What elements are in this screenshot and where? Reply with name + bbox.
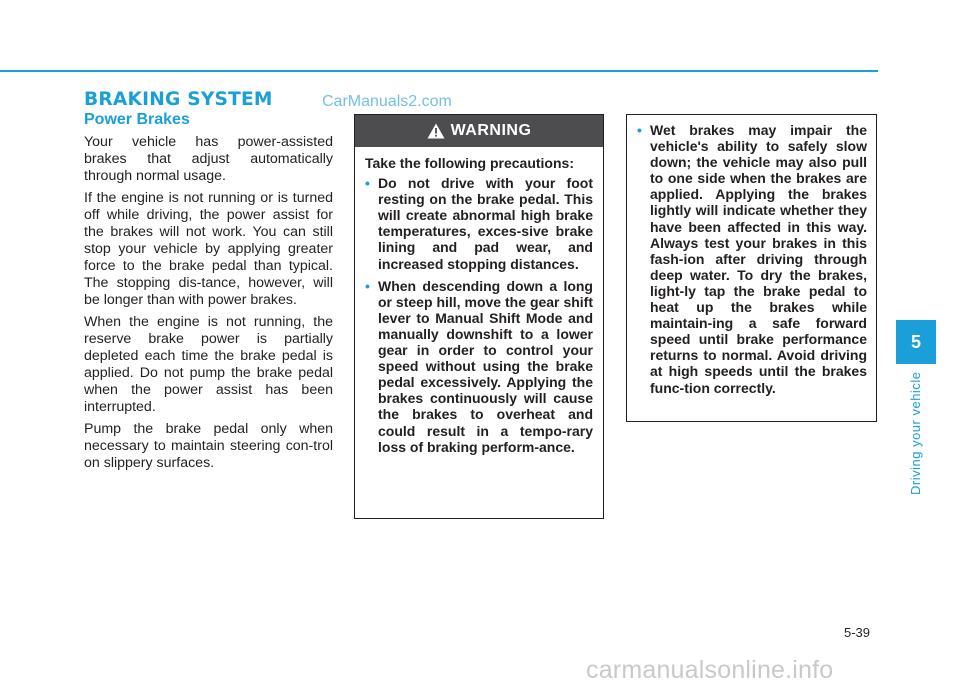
body-column — [84, 134, 333, 477]
page-number: 5-39 — [844, 625, 871, 640]
continued-bullet-text: Wet brakes may impair the vehicle's ability to safely slow down; the vehicle may also pull to one side when the brakes are applied. Applying the brakes lightly will indicate whether they have been affected in this way. Always test your brakes in this fash-ion after driving through deep water. To dry the brakes, light-ly tap the brake pedal to heat up the brakes while maintain-ing a safe forward speed until brake performance returns to normal. Avoid driving at high speeds until the brakes func-tion correctly. — [650, 122, 867, 396]
subsection-title: Power Brakes — [84, 111, 190, 128]
warning-box — [354, 114, 604, 519]
warning-intro: Take the following precautions: — [365, 155, 574, 171]
warning-continued-box — [626, 114, 877, 422]
bullet-icon: • — [365, 277, 370, 294]
bullet-icon: • — [637, 122, 642, 138]
section-title: BRAKING SYSTEM — [84, 88, 273, 110]
bullet-icon: • — [365, 175, 370, 192]
continued-bullet-list — [637, 122, 867, 396]
chapter-number: 5 — [910, 331, 921, 352]
warning-triangle-icon — [427, 123, 445, 139]
chapter-label: Driving your vehicle — [908, 371, 923, 495]
body-paragraph: Your vehicle has power-assisted brakes that adjust automatically through normal usage. — [84, 134, 333, 184]
warning-body — [355, 147, 603, 455]
body-paragraph: Pump the brake pedal only when necessary to maintain steering con-trol on slippery surfaces. — [84, 421, 333, 471]
header-rule — [0, 70, 878, 72]
warning-header-label: WARNING — [450, 122, 532, 139]
warning-bullet — [365, 175, 593, 272]
chapter-tab — [896, 320, 936, 364]
warning-bullet-list — [365, 175, 593, 455]
warning-bullet — [365, 278, 593, 455]
watermark-top: CarManuals2.com — [322, 93, 452, 110]
body-paragraph: If the engine is not running or is turned off while driving, the power assist for the brakes will not work. You can still stop your vehicle by applying greater force to the brake pedal than typical. The stopping dis-tance, however, will be longer than with power brakes. — [84, 190, 333, 308]
body-paragraph: When the engine is not running, the reserve brake power is partially depleted each time the brake pedal is applied. Do not pump the brake pedal when the power assist has been interrupted. — [84, 314, 333, 415]
warning-bullet-text: Do not drive with your foot resting on the brake pedal. This will create abnormal high brake temperatures, exces-sive brake lining and pad wear, and increased stopping distances. — [378, 175, 593, 272]
warning-header — [355, 115, 603, 147]
watermark-bottom: carmanualsonline.info — [586, 656, 834, 684]
continued-bullet — [637, 122, 867, 396]
warning-bullet-text: When descending down a long or steep hill, move the gear shift lever to Manual Shift Mode and manually downshift to a lower gear in order to control your speed without using the brake pedal excessively. Applying the brakes continuously will cause the brakes to overheat and could result in a tempo-rary loss of braking perform-ance. — [378, 277, 593, 455]
